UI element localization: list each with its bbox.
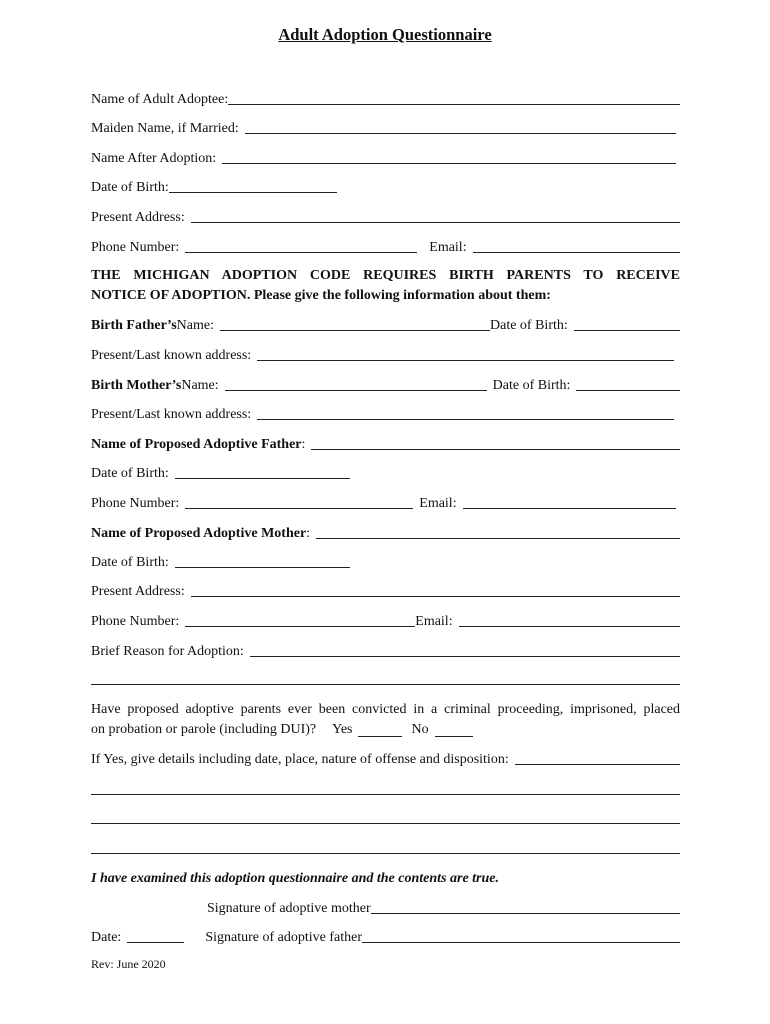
birth-mother-label: Name: [181,378,219,393]
reason-field[interactable] [250,656,680,657]
adoptive-father-phone-row [91,492,680,512]
father-signature-row [91,926,680,946]
adoptive-father-label: Name of Proposed Adoptive Father [91,437,302,452]
conviction-line-2 [91,720,680,740]
adoptive-mother-dob-label: Date of Birth: [91,555,169,570]
notice-paragraph [91,266,680,306]
birth-mother-dob-field[interactable] [576,390,680,391]
adoptive-father-dob-label: Date of Birth: [91,466,169,481]
adoptive-mother-address-label: Present Address: [91,584,185,599]
name-after-row [91,147,680,167]
notice-line-1: THE MICHIGAN ADOPTION CODE REQUIRES BIRTH PARENTS TO RECEIVE [91,268,680,283]
revision-note: Rev: June 2020 [91,957,166,971]
present-address-row [91,206,680,226]
present-address-field[interactable] [191,222,680,223]
birth-father-name-field[interactable] [220,330,490,331]
phone-email-row [91,236,680,256]
adoptive-father-phone-field[interactable] [185,508,413,509]
notice-line-2: NOTICE OF ADOPTION. Please give the following information about them: [91,288,551,303]
adoptive-father-phone-label: Phone Number: [91,496,180,511]
birth-father-dob-field[interactable] [574,330,680,331]
maiden-name-field[interactable] [245,133,676,134]
birth-father-address-field[interactable] [257,360,674,361]
adoptive-father-colon: : [301,437,306,452]
birth-father-dob-label: Date of Birth: [490,318,568,333]
adoptive-mother-email-field[interactable] [459,626,680,627]
maiden-name-row [91,117,680,137]
attestation-row [91,867,680,887]
date-field[interactable] [127,942,184,943]
conviction-line-1: Have proposed adoptive parents ever been convicted in a criminal proceeding, imprisoned, placed [91,702,680,717]
email-field[interactable] [473,252,680,253]
yes-label: Yes [332,722,353,737]
adoptee-name-field[interactable] [228,104,680,105]
adoptive-mother-phone-row [91,610,680,630]
dob-row [91,176,680,196]
details-field-line-4[interactable] [91,853,680,854]
yes-field[interactable] [358,736,402,737]
adoptive-mother-colon: : [306,526,311,541]
date-label: Date: [91,930,122,945]
birth-father-label: Name: [176,318,214,333]
name-after-field[interactable] [222,163,676,164]
adoptive-mother-phone-label: Phone Number: [91,614,180,629]
adoptive-mother-phone-field[interactable] [185,626,415,627]
reason-row [91,640,680,660]
maiden-name-label: Maiden Name, if Married: [91,121,239,136]
phone-field[interactable] [185,252,417,253]
conviction-question: on probation or parole (including DUI)? [91,722,317,737]
adoptive-mother-address-field[interactable] [191,596,680,597]
father-signature-label: Signature of adoptive father [205,930,362,945]
no-field[interactable] [435,736,473,737]
email-label: Email: [429,240,467,255]
adoptive-mother-address-row [91,580,680,600]
present-address-label: Present Address: [91,210,185,225]
birth-father-address-label: Present/Last known address: [91,348,252,363]
dob-field[interactable] [169,192,337,193]
dob-label: Date of Birth: [91,180,169,195]
birth-mother-name-field[interactable] [225,390,487,391]
details-field[interactable] [515,764,680,765]
adoptee-name-row [91,88,680,108]
birth-mother-address-label: Present/Last known address: [91,407,252,422]
adoptive-mother-email-label: Email: [415,614,453,629]
page-title: Adult Adoption Questionnaire [278,25,492,44]
adoptive-father-row [91,433,680,453]
birth-mother-dob-label: Date of Birth: [492,378,571,393]
phone-label: Phone Number: [91,240,180,255]
reason-label: Brief Reason for Adoption: [91,644,244,659]
details-label: If Yes, give details including date, place, nature of offense and disposition: [91,752,509,767]
birth-father-row [91,314,680,334]
birth-father-address-row [91,344,680,364]
adoptive-father-email-label: Email: [419,496,457,511]
mother-signature-field[interactable] [371,913,680,914]
adoptee-name-label: Name of Adult Adoptee: [91,92,229,107]
adoptive-father-dob-row [91,462,680,482]
birth-mother-address-row [91,403,680,423]
birth-mother-row [91,374,680,394]
adoptive-mother-dob-field[interactable] [175,567,350,568]
birth-father-label-bold: Birth Father’s [91,318,177,333]
birth-mother-address-field[interactable] [257,419,674,420]
adoptive-father-email-field[interactable] [463,508,676,509]
no-label: No [411,722,429,737]
details-field-line-3[interactable] [91,823,680,824]
conviction-paragraph [91,700,680,740]
adoptive-mother-dob-row [91,551,680,571]
adoptive-father-name-field[interactable] [311,449,680,450]
mother-signature-row [207,897,680,917]
details-row [91,748,680,768]
attestation-text: I have examined this adoption questionnaire and the contents are true. [91,871,499,886]
father-signature-field[interactable] [362,942,680,943]
birth-mother-label-bold: Birth Mother’s [91,378,182,393]
name-after-label: Name After Adoption: [91,151,217,166]
reason-field-continued[interactable] [91,684,680,685]
adoptive-mother-name-field[interactable] [316,538,680,539]
details-field-line-2[interactable] [91,794,680,795]
adoptive-father-dob-field[interactable] [175,478,350,479]
adoptive-mother-row [91,522,680,542]
adoptive-mother-label: Name of Proposed Adoptive Mother [91,526,307,541]
mother-signature-label: Signature of adoptive mother [207,901,371,916]
